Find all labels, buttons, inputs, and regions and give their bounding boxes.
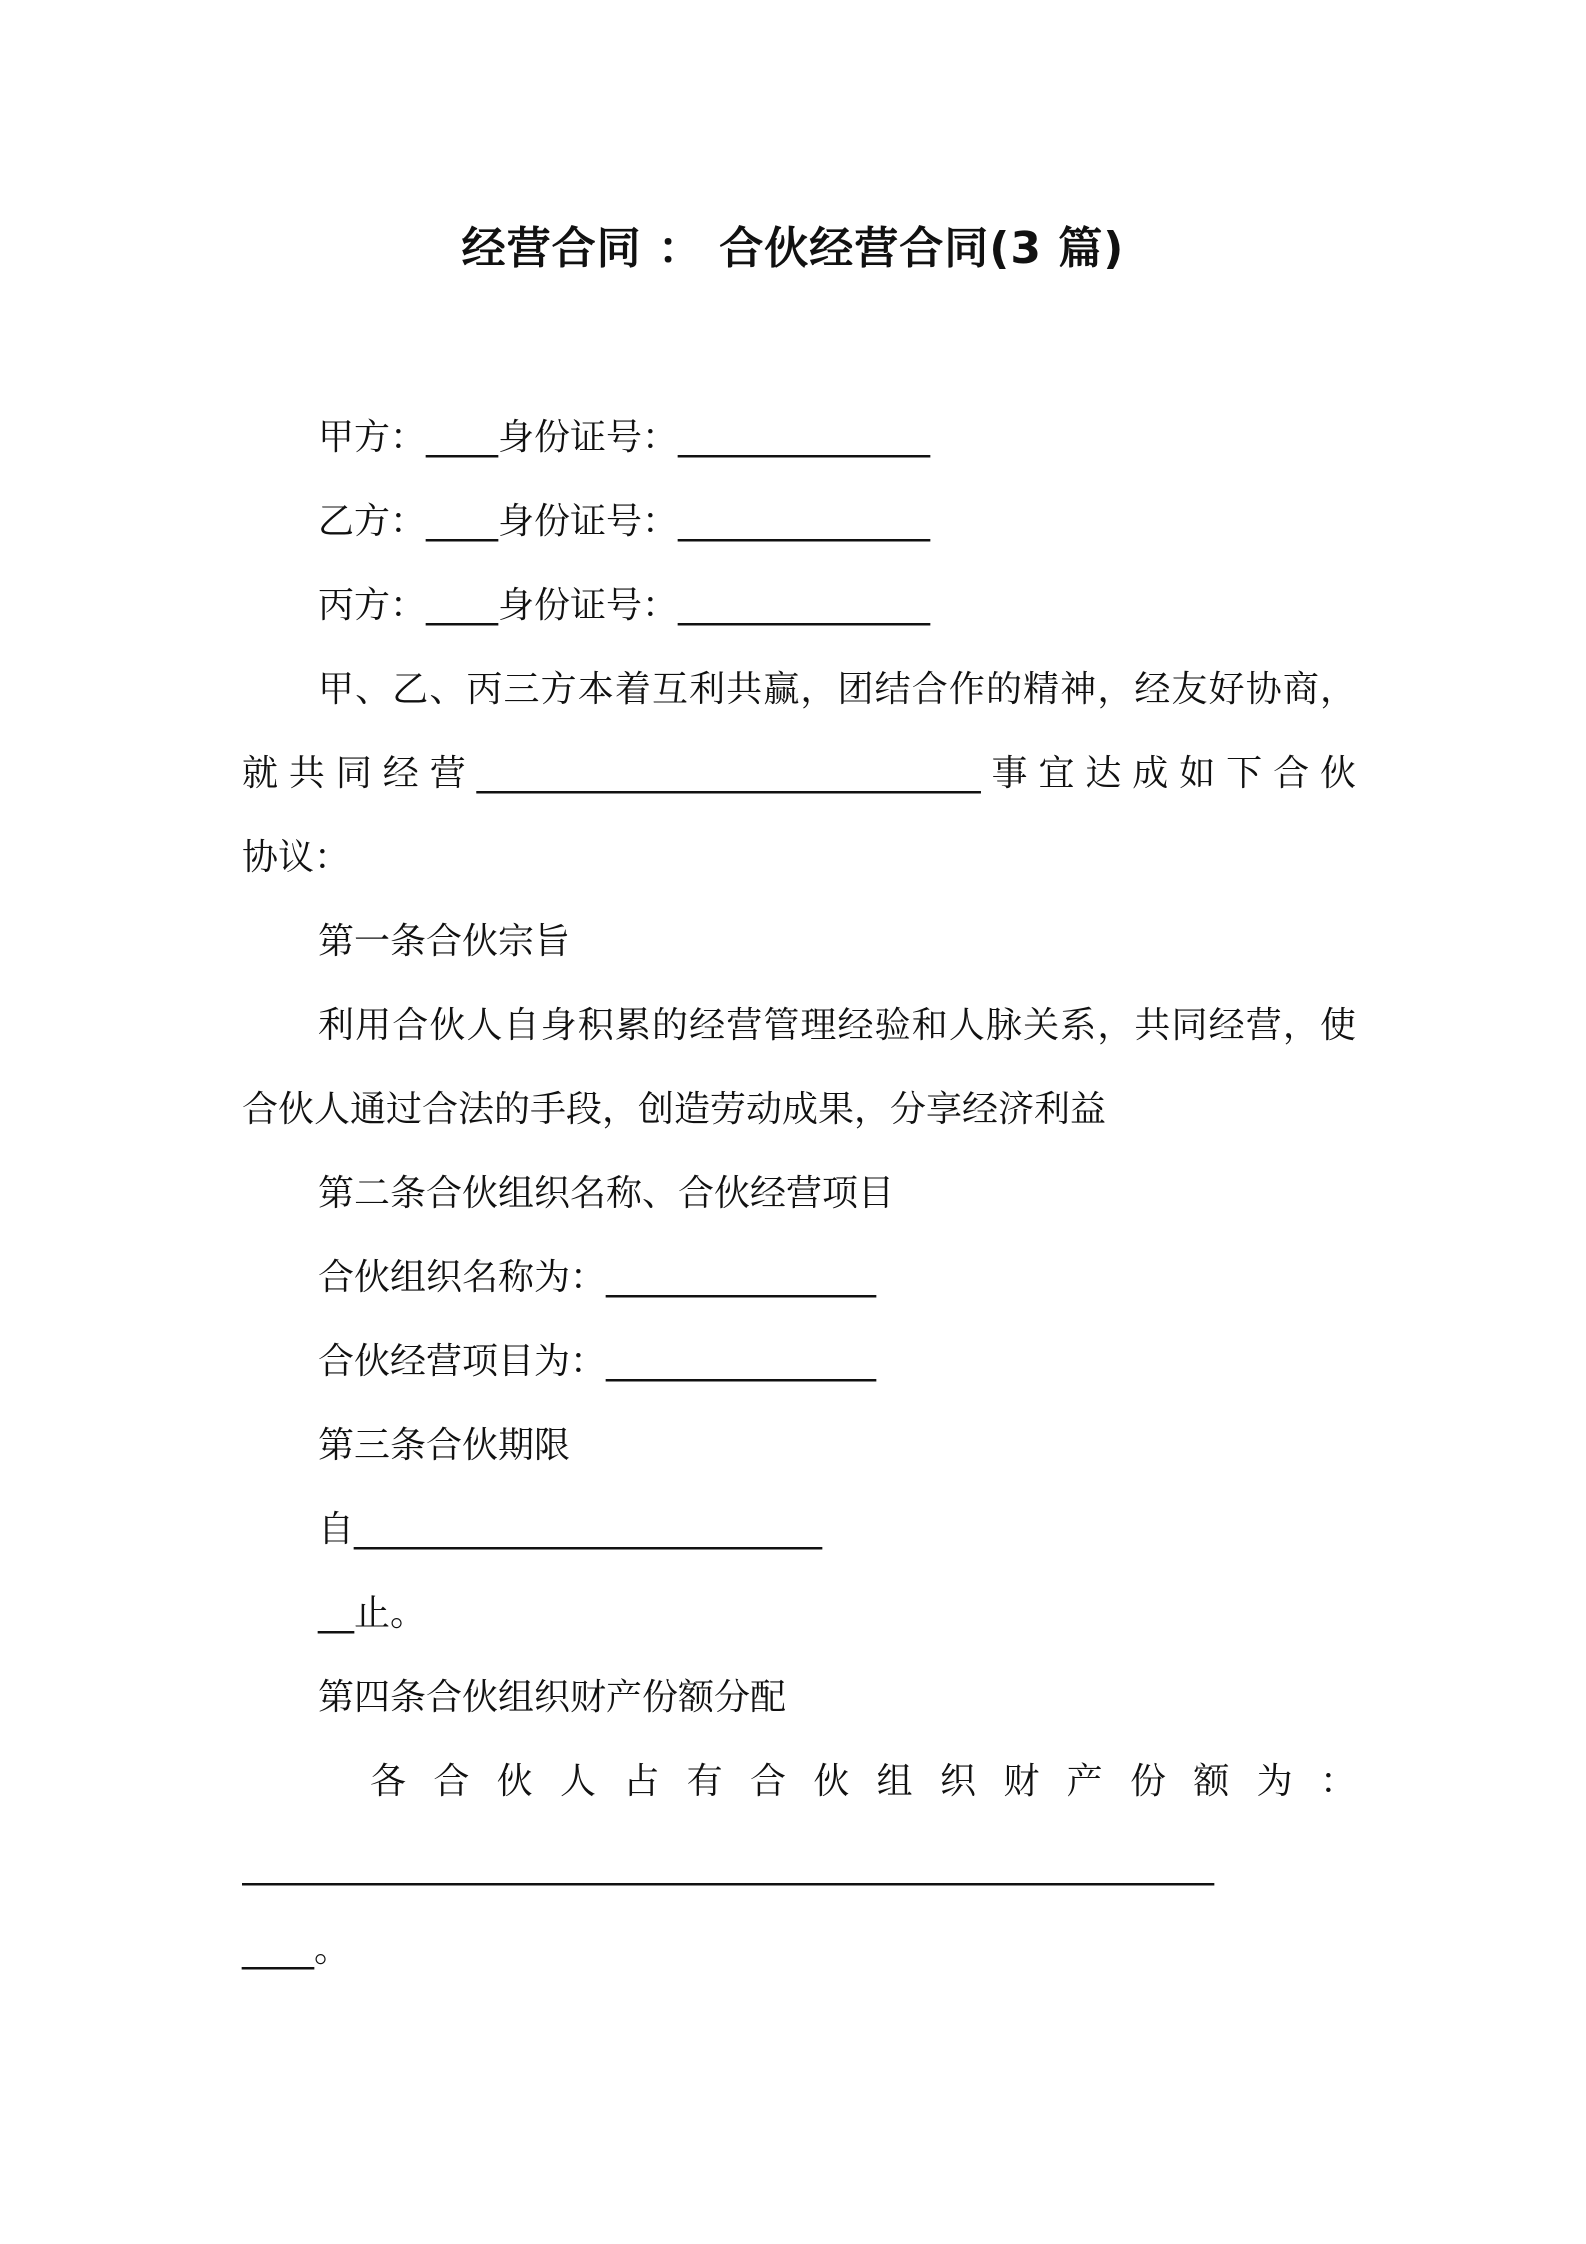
share-allocation-line: 各合伙人占有合伙组织财产份额为：: [370, 1761, 1356, 1802]
party-a-line: 甲方：____身份证号：______________: [318, 417, 931, 458]
share-allocation-blank-line: ______________________________________________________: [242, 1845, 1214, 1886]
party-b-line: 乙方：____身份证号：______________: [318, 501, 931, 542]
party-c-line: 丙方：____身份证号：______________: [318, 585, 931, 626]
preamble-line-3: 协议：: [242, 837, 351, 878]
share-allocation-end-line: ____。: [242, 1929, 351, 1970]
term-end-line: __止。: [318, 1593, 427, 1634]
preamble-line-1: 甲、乙、丙三方本着互利共赢，团结合作的精神，经友好协商，: [318, 669, 1356, 710]
article-2-heading: 第二条合伙组织名称、合伙经营项目: [318, 1173, 895, 1214]
business-project-line: 合伙经营项目为：_______________: [318, 1341, 877, 1382]
article-1-text-line-2: 合伙人通过合法的手段，创造劳动成果，分享经济利益: [242, 1089, 1107, 1130]
org-name-line: 合伙组织名称为：_______________: [318, 1257, 877, 1298]
document-title: 经营合同 ： 合伙经营合同(3 篇): [461, 223, 1125, 274]
article-1-text-line-1: 利用合伙人自身积累的经营管理经验和人脉关系，共同经营，使: [318, 1005, 1356, 1046]
term-start-line: 自__________________________: [318, 1509, 822, 1550]
article-4-heading: 第四条合伙组织财产份额分配: [318, 1677, 787, 1718]
article-1-heading: 第一条合伙宗旨: [318, 921, 571, 962]
article-3-heading: 第三条合伙期限: [318, 1425, 571, 1466]
preamble-line-2: 就共同经营____________________________事宜达成如下合伙: [242, 753, 1356, 794]
